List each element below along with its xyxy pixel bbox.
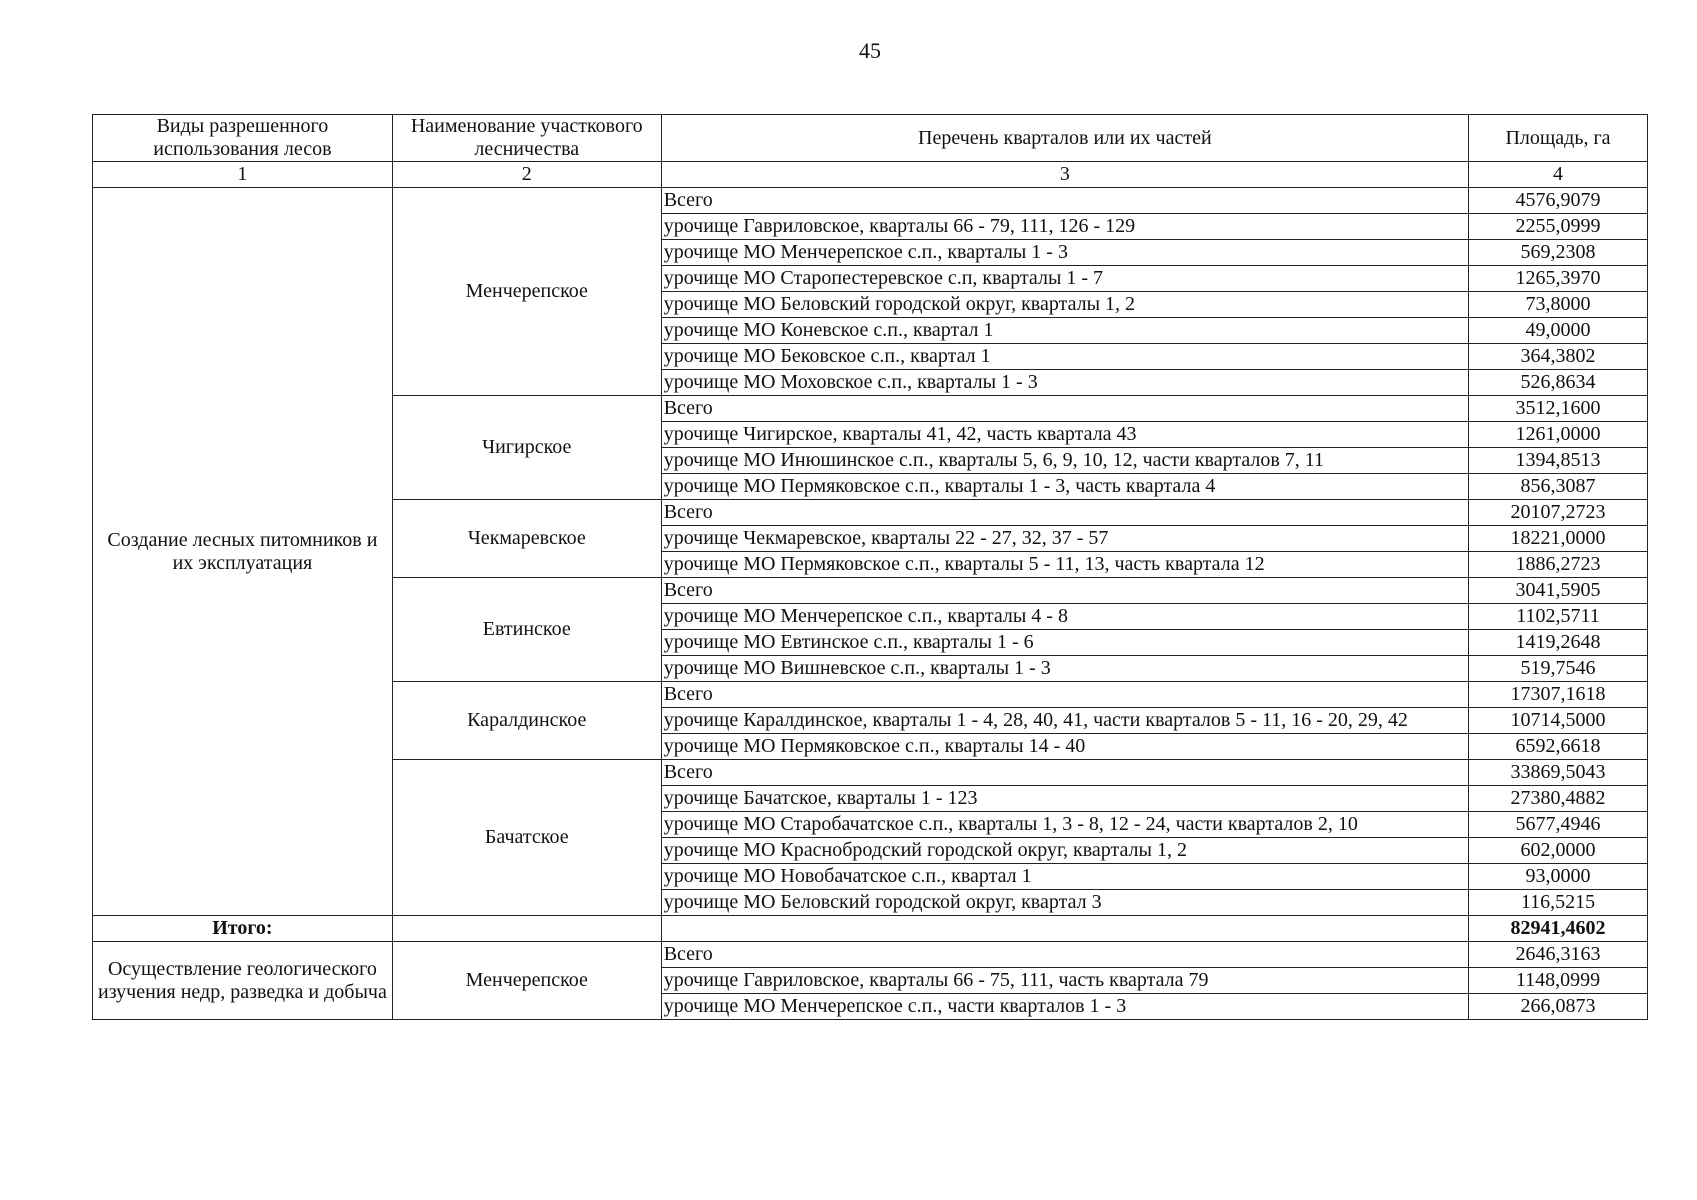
quarters-cell: урочище МО Коневское с.п., квартал 1 [661, 318, 1468, 344]
forestry-cell: Менчерепское [392, 942, 661, 1020]
area-cell: 3041,5905 [1469, 578, 1648, 604]
quarters-cell: урочище МО Инюшинское с.п., кварталы 5, 6, 9, 10, 12, части кварталов 7, 11 [661, 448, 1468, 474]
area-cell: 4576,9079 [1469, 188, 1648, 214]
area-cell: 569,2308 [1469, 240, 1648, 266]
quarters-cell: урочище МО Беловский городской округ, кварталы 1, 2 [661, 292, 1468, 318]
area-cell: 18221,0000 [1469, 526, 1648, 552]
quarters-cell: урочище МО Краснобродский городской округ, кварталы 1, 2 [661, 838, 1468, 864]
area-cell: 266,0873 [1469, 994, 1648, 1020]
total-row [93, 916, 1648, 942]
area-cell: 17307,1618 [1469, 682, 1648, 708]
header-use-type: Виды разрешенного использования лесов [93, 115, 393, 162]
use-type-cell: Осуществление геологического изучения недр, разведка и добыча [93, 942, 393, 1020]
page-number: 45 [859, 38, 881, 63]
quarters-cell: урочище МО Вишневское с.п., кварталы 1 - 3 [661, 656, 1468, 682]
header-quarters: Перечень кварталов или их частей [661, 115, 1468, 162]
quarters-cell: урочище Бачатское, кварталы 1 - 123 [661, 786, 1468, 812]
area-cell: 2255,0999 [1469, 214, 1648, 240]
area-cell: 2646,3163 [1469, 942, 1648, 968]
quarters-cell: урочище МО Менчерепское с.п., кварталы 4 - 8 [661, 604, 1468, 630]
quarters-cell: Всего [661, 396, 1468, 422]
column-number: 3 [661, 162, 1468, 188]
empty-cell [661, 916, 1468, 942]
empty-cell [392, 916, 661, 942]
area-cell: 1148,0999 [1469, 968, 1648, 994]
quarters-cell: урочище МО Пермяковское с.п., кварталы 14 - 40 [661, 734, 1468, 760]
area-cell: 602,0000 [1469, 838, 1648, 864]
header-area: Площадь, га [1469, 115, 1648, 162]
quarters-cell: Всего [661, 578, 1468, 604]
quarters-cell: урочище Чигирское, кварталы 41, 42, часть квартала 43 [661, 422, 1468, 448]
forestry-cell: Менчерепское [392, 188, 661, 396]
quarters-cell: урочище МО Бековское с.п., квартал 1 [661, 344, 1468, 370]
quarters-cell: урочище МО Беловский городской округ, квартал 3 [661, 890, 1468, 916]
forestry-cell: Каралдинское [392, 682, 661, 760]
area-cell: 1265,3970 [1469, 266, 1648, 292]
area-cell: 856,3087 [1469, 474, 1648, 500]
area-cell: 10714,5000 [1469, 708, 1648, 734]
forestry-cell: Бачатское [392, 760, 661, 916]
quarters-cell: Всего [661, 760, 1468, 786]
total-label: Итого: [93, 916, 393, 942]
quarters-cell: Всего [661, 682, 1468, 708]
area-cell: 73,8000 [1469, 292, 1648, 318]
header-forestry: Наименование участкового лесничества [392, 115, 661, 162]
area-cell: 1102,5711 [1469, 604, 1648, 630]
column-number-row [93, 162, 1648, 188]
area-cell: 5677,4946 [1469, 812, 1648, 838]
column-number: 1 [93, 162, 393, 188]
total-value: 82941,4602 [1469, 916, 1648, 942]
quarters-cell: урочище МО Евтинское с.п., кварталы 1 - 6 [661, 630, 1468, 656]
quarters-cell: Всего [661, 942, 1468, 968]
quarters-cell: урочище МО Менчерепское с.п., части кварталов 1 - 3 [661, 994, 1468, 1020]
quarters-cell: Всего [661, 188, 1468, 214]
quarters-cell: урочище МО Пермяковское с.п., кварталы 5 - 11, 13, часть квартала 12 [661, 552, 1468, 578]
area-cell: 526,8634 [1469, 370, 1648, 396]
quarters-cell: урочище Чекмаревское, кварталы 22 - 27, 32, 37 - 57 [661, 526, 1468, 552]
quarters-cell: урочище Гавриловское, кварталы 66 - 79, 111, 126 - 129 [661, 214, 1468, 240]
area-cell: 364,3802 [1469, 344, 1648, 370]
area-cell: 519,7546 [1469, 656, 1648, 682]
use-type-cell: Создание лесных питомников и их эксплуатация [93, 188, 393, 916]
quarters-cell: урочище МО Старопестеревское с.п, кварталы 1 - 7 [661, 266, 1468, 292]
area-cell: 116,5215 [1469, 890, 1648, 916]
area-cell: 33869,5043 [1469, 760, 1648, 786]
quarters-cell: урочище МО Пермяковское с.п., кварталы 1 - 3, часть квартала 4 [661, 474, 1468, 500]
area-cell: 1261,0000 [1469, 422, 1648, 448]
table-row [93, 942, 1648, 968]
quarters-cell: урочище МО Старобачатское с.п., кварталы 1, 3 - 8, 12 - 24, части кварталов 2, 10 [661, 812, 1468, 838]
area-cell: 6592,6618 [1469, 734, 1648, 760]
quarters-cell: урочище Каралдинское, кварталы 1 - 4, 28, 40, 41, части кварталов 5 - 11, 16 - 20, 29, 42 [661, 708, 1468, 734]
forest-use-table [92, 114, 1648, 1020]
area-cell: 20107,2723 [1469, 500, 1648, 526]
quarters-cell: урочище МО Новобачатское с.п., квартал 1 [661, 864, 1468, 890]
quarters-cell: Всего [661, 500, 1468, 526]
forestry-cell: Чекмаревское [392, 500, 661, 578]
column-number: 2 [392, 162, 661, 188]
forestry-cell: Чигирское [392, 396, 661, 500]
quarters-cell: урочище Гавриловское, кварталы 66 - 75, 111, часть квартала 79 [661, 968, 1468, 994]
area-cell: 49,0000 [1469, 318, 1648, 344]
forestry-cell: Евтинское [392, 578, 661, 682]
area-cell: 93,0000 [1469, 864, 1648, 890]
area-cell: 1394,8513 [1469, 448, 1648, 474]
area-cell: 3512,1600 [1469, 396, 1648, 422]
area-cell: 27380,4882 [1469, 786, 1648, 812]
table-header-row [93, 115, 1648, 162]
quarters-cell: урочище МО Моховское с.п., кварталы 1 - 3 [661, 370, 1468, 396]
table-row [93, 188, 1648, 214]
quarters-cell: урочище МО Менчерепское с.п., кварталы 1 - 3 [661, 240, 1468, 266]
area-cell: 1419,2648 [1469, 630, 1648, 656]
column-number: 4 [1469, 162, 1648, 188]
area-cell: 1886,2723 [1469, 552, 1648, 578]
